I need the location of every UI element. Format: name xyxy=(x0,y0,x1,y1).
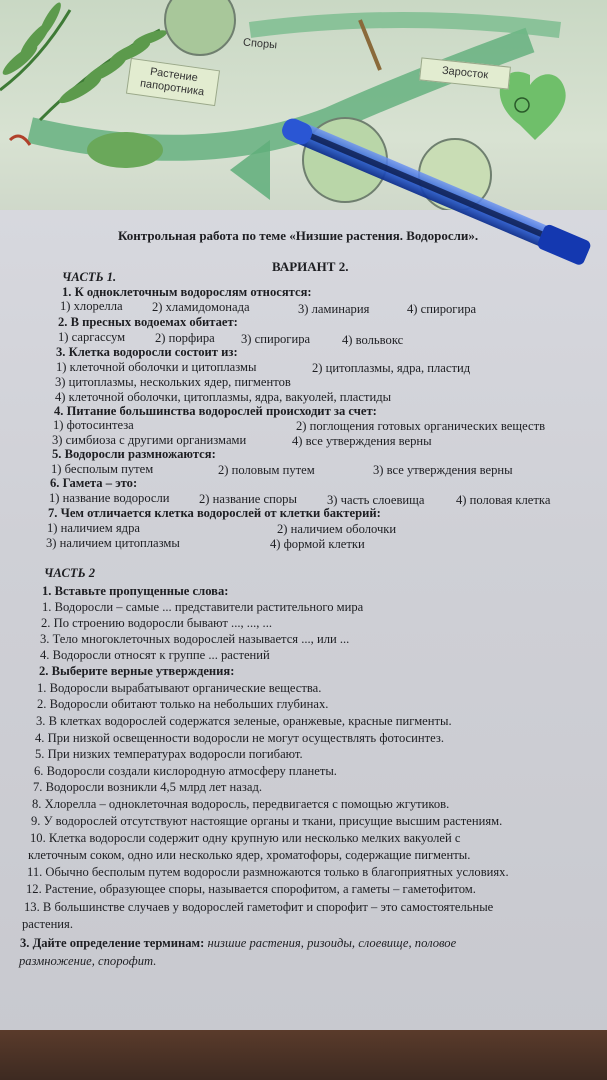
q7-answer-2: 2) наличием оболочки xyxy=(277,522,397,536)
s2-item-13-cont: растения. xyxy=(22,917,73,931)
s2-item-10: 10. Клетка водоросли содержит одну крупную или несколько мелких вакуолей с xyxy=(30,831,461,845)
s2-item-5: 5. При низких температурах водоросли погибают. xyxy=(35,747,303,761)
s1-item-4: 4. Водоросли относят к группе ... растений xyxy=(40,648,270,662)
s1-item-2: 2. По строению водоросли бывают ..., ..., ... xyxy=(41,616,272,630)
q3-answer-3: 3) цитоплазмы, нескольких ядер, пигментов xyxy=(55,375,291,389)
label-fern-plant: Растение папоротника xyxy=(126,58,220,106)
q1-answer-4: 4) спирогира xyxy=(407,302,477,316)
s2-item-3: 3. В клетках водорослей содержатся зеленые, оранжевые, красные пигменты. xyxy=(36,714,452,728)
q2-answer-3: 3) спирогира xyxy=(241,332,311,346)
q2-answer-4: 4) вольвокс xyxy=(342,333,404,347)
q5-answer-1: 1) бесполым путем xyxy=(51,462,154,476)
q3-answer-4: 4) клеточной оболочки, цитоплазмы, ядра, вакуолей, пластиды xyxy=(55,390,392,404)
q7-text: 7. Чем отличается клетка водорослей от клетки бактерий: xyxy=(48,506,381,520)
page-title: Контрольная работа по теме «Низшие растения. Водоросли». xyxy=(118,228,479,243)
s2-text: 2. Выберите верные утверждения: xyxy=(39,664,235,678)
s2-item-9: 9. У водорослей отсутствуют настоящие органы и ткани, присущие высшим растениям. xyxy=(31,814,503,828)
desk-edge xyxy=(0,1030,607,1080)
s1-item-1: 1. Водоросли – самые ... представители растительного мира xyxy=(42,600,364,614)
q5-text: 5. Водоросли размножаются: xyxy=(52,447,216,461)
s2-item-13: 13. В большинстве случаев у водорослей гаметофит и спорофит – это самостоятельные xyxy=(24,900,494,914)
q6-answer-2: 2) название споры xyxy=(199,492,297,506)
s3-row xyxy=(20,936,456,951)
q4-text: 4. Питание большинства водорослей происходит за счет: xyxy=(54,404,377,418)
s2-item-7: 7. Водоросли возникли 4,5 млрд лет назад. xyxy=(33,780,263,794)
q5-answer-2: 2) половым путем xyxy=(218,463,315,477)
q6-answer-3: 3) часть слоевища xyxy=(327,493,425,507)
s2-item-6: 6. Водоросли создали кислородную атмосферу планеты. xyxy=(34,764,337,778)
s2-item-11: 11. Обычно бесполым путем водоросли размножаются только в благоприятных условиях. xyxy=(27,865,509,879)
q3-text: 3. Клетка водоросли состоит из: xyxy=(56,345,238,359)
s3-text: 3. Дайте определение терминам: xyxy=(20,936,205,950)
s2-item-2: 2. Водоросли обитают только на небольших глубинах. xyxy=(37,697,329,711)
q2-answer-1: 1) саргассум xyxy=(58,330,126,344)
q4-answer-4: 4) все утверждения верны xyxy=(292,434,432,448)
s3-terms-line2: размножение, спорофит. xyxy=(19,954,157,968)
s2-item-1: 1. Водоросли вырабатывают органические вещества. xyxy=(37,681,322,695)
s2-item-10-cont: клеточным соком, одно или несколько ядер, хроматофоры, содержащие пигменты. xyxy=(28,848,471,862)
q4-answer-2: 2) поглощения готовых органических веществ xyxy=(296,419,546,433)
q3-answer-1: 1) клеточной оболочки и цитоплазмы xyxy=(56,360,257,374)
part1-heading: ЧАСТЬ 1. xyxy=(62,270,117,284)
q7-answer-1: 1) наличием ядра xyxy=(47,521,140,535)
variant-heading: ВАРИАНТ 2. xyxy=(272,259,349,274)
q3-answer-2: 2) цитоплазмы, ядра, пластид xyxy=(312,361,471,375)
q1-answer-2: 2) хламидомонада xyxy=(152,300,250,314)
q7-answer-4: 4) формой клетки xyxy=(270,537,365,551)
label-spores: Споры xyxy=(242,36,278,52)
q4-answer-3: 3) симбиоза с другими организмами xyxy=(52,433,247,447)
part2-heading: ЧАСТЬ 2 xyxy=(44,566,96,580)
q6-text: 6. Гамета – это: xyxy=(50,476,138,490)
q7-answer-3: 3) наличием цитоплазмы xyxy=(46,536,180,550)
label-prothallus: Заросток xyxy=(419,57,511,89)
q1-answer-1: 1) хлорелла xyxy=(60,299,123,313)
q6-answer-1: 1) название водоросли xyxy=(49,491,170,505)
q2-answer-2: 2) порфира xyxy=(155,331,215,345)
q1-text: 1. К одноклеточным водорослям относятся: xyxy=(62,285,312,299)
s1-item-3: 3. Тело многоклеточных водорослей называется ..., или ... xyxy=(40,632,350,646)
q6-answer-4: 4) половая клетка xyxy=(456,493,551,507)
q4-answer-1: 1) фотосинтеза xyxy=(53,418,134,432)
q1-answer-3: 3) ламинария xyxy=(298,302,370,316)
s1-text: 1. Вставьте пропущенные слова: xyxy=(42,584,229,598)
s2-item-8: 8. Хлорелла – одноклеточная водоросль, передвигается с помощью жгутиков. xyxy=(32,797,450,811)
s2-item-12: 12. Растение, образующее споры, называется спорофитом, а гаметы – гаметофитом. xyxy=(26,882,476,896)
s3-terms-line1: низшие растения, ризоиды, слоевище, половое xyxy=(207,936,457,950)
s2-item-4: 4. При низкой освещенности водоросли не могут осуществлять фотосинтез. xyxy=(35,731,444,745)
q5-answer-3: 3) все утверждения верны xyxy=(373,463,513,477)
q2-text: 2. В пресных водоемах обитает: xyxy=(58,315,238,329)
